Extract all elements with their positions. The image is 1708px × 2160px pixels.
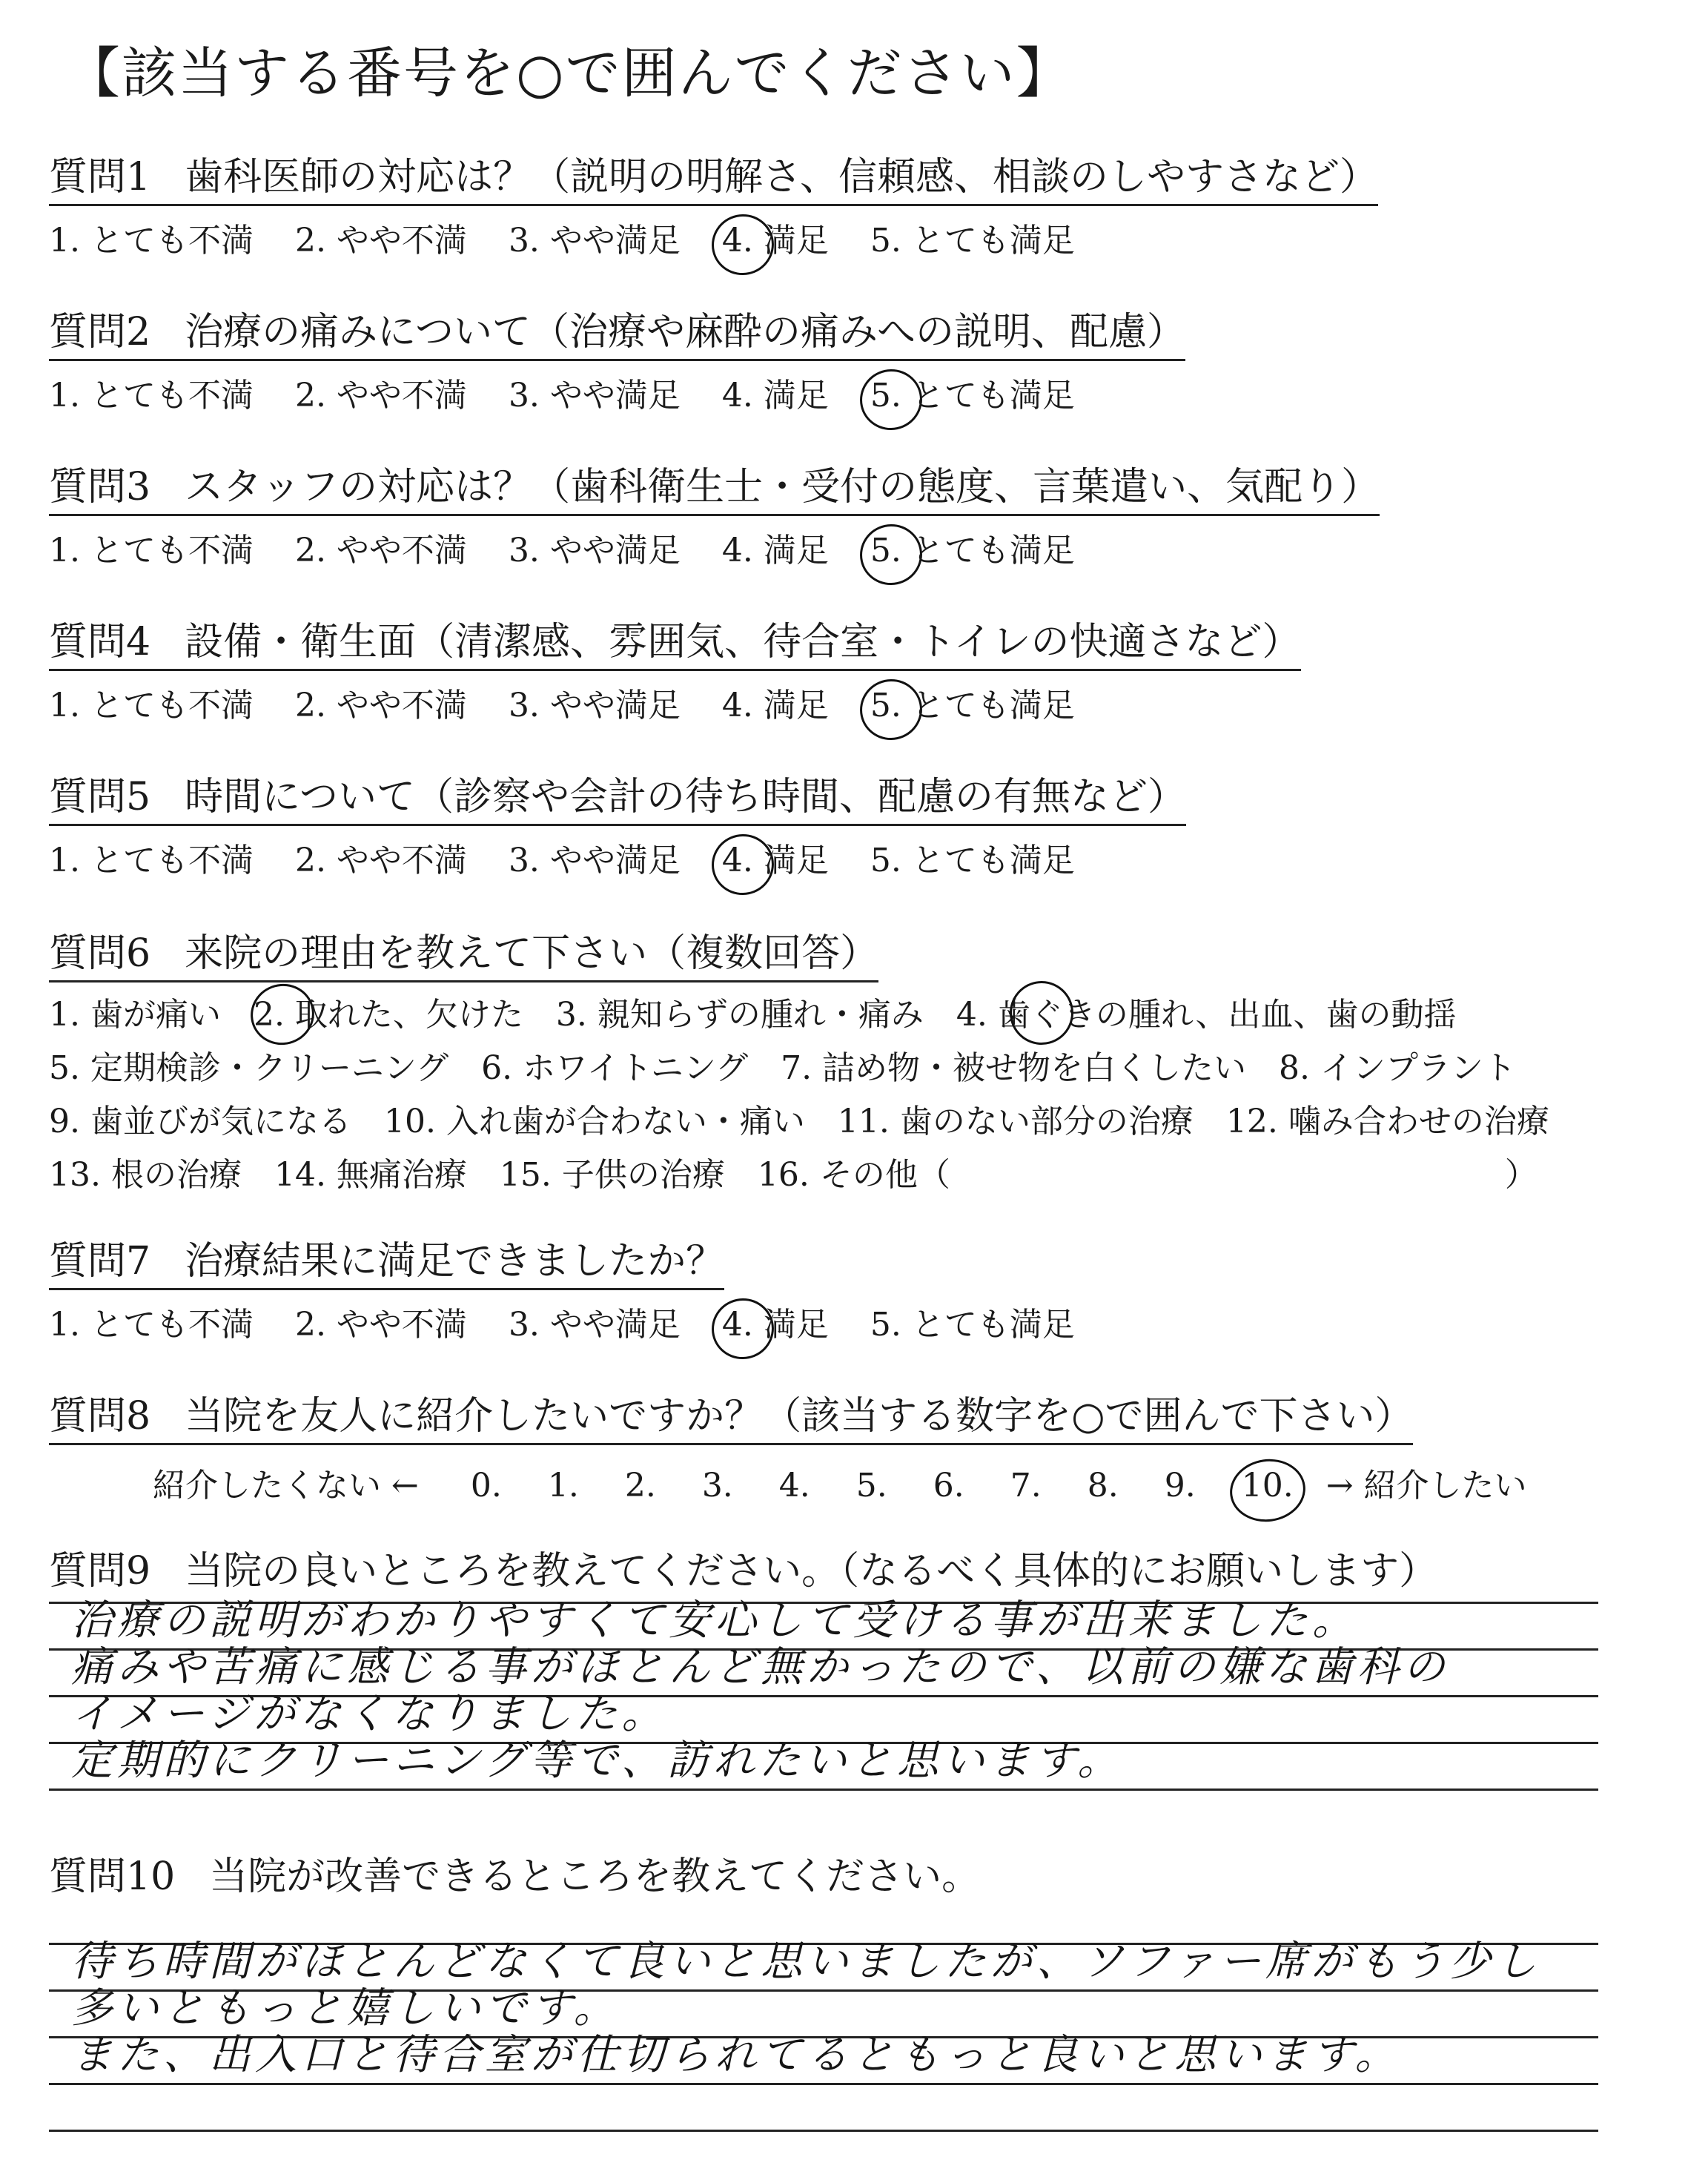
question-text: 歯科医師の対応は？（説明の明解さ、信頼感、相談のしやすさなど）: [185, 155, 1379, 199]
question-8: [49, 1384, 1563, 1506]
option-2[interactable]: 2. やや不満: [294, 1306, 467, 1344]
reason-row-3[interactable]: 9. 歯並びが気になる 10. 入れ歯が合わない・痛い 11. 歯のない部分の治療 12. 噛み合わせの治療: [49, 1103, 1549, 1140]
option-4[interactable]: 4. 満足: [721, 377, 829, 415]
question-7-heading: [49, 1229, 724, 1290]
question-6: [49, 922, 1549, 1202]
answer-lines-q10[interactable]: [49, 1898, 1598, 2132]
handwritten-answer: 痛みや苦痛に感じる事がほとんど無かったので、以前の嫌な歯科の: [71, 1643, 1449, 1691]
question-4: [49, 610, 1301, 726]
scale-right-label: → 紹介したい: [1325, 1467, 1527, 1505]
answer-options: [49, 833, 1186, 881]
option-4-selected[interactable]: 4.: [722, 222, 753, 260]
scale-7[interactable]: 7.: [1010, 1467, 1042, 1505]
handwritten-answer: 待ち時間がほとんどなくて良いと思いましたが、ソファー席がもう少し: [71, 1938, 1541, 1986]
option-1[interactable]: 1. とても不満: [49, 687, 254, 724]
option-2[interactable]: 2. やや不満: [294, 532, 467, 569]
option-2[interactable]: 2. やや不満: [294, 377, 467, 415]
question-7: [49, 1229, 1106, 1345]
question-3: [49, 455, 1380, 571]
scale-0[interactable]: 0.: [470, 1467, 502, 1505]
option-3[interactable]: 3. やや満足: [508, 1306, 681, 1344]
option-4-label: 満足: [763, 842, 829, 879]
answer-options: [49, 214, 1378, 261]
question-number: 質問8: [49, 1394, 151, 1439]
option-4-selected[interactable]: 4.: [722, 1306, 753, 1344]
question-2-heading: [49, 300, 1185, 361]
question-text: 来院の理由を教えて下さい（複数回答）: [185, 931, 879, 976]
circle-mark-icon: [1225, 1454, 1309, 1526]
option-5-label: とても満足: [911, 377, 1075, 415]
page-title: 【該当する番号を○で囲んでください】: [65, 42, 1073, 105]
question-number: 質問7: [49, 1239, 151, 1284]
question-text: 治療結果に満足できましたか？: [185, 1239, 725, 1284]
option-5-label: とても満足: [911, 532, 1075, 569]
question-text: 当院の良いところを教えてください。（なるべく具体的にお願いします）: [185, 1549, 1438, 1593]
handwritten-answer: 多いともっと嬉しいです。: [71, 1984, 620, 2032]
answer-options: [49, 1298, 1106, 1345]
question-number: 質問1: [49, 155, 151, 199]
option-1[interactable]: 1. とても不満: [49, 842, 254, 879]
question-number: 質問2: [49, 310, 151, 354]
handwritten-answer: 定期的にクリーニング等で、訪れたいと思います。: [71, 1737, 1124, 1785]
answer-line: [49, 2031, 1598, 2085]
handwritten-answer: イメージがなくなりました。: [71, 1690, 668, 1738]
question-2: [49, 300, 1185, 416]
option-2[interactable]: 2. やや不満: [294, 842, 467, 879]
option-1[interactable]: 1. とても不満: [49, 1306, 254, 1344]
scale-10-selected[interactable]: 10.: [1242, 1467, 1294, 1505]
question-text: 当院が改善できるところを教えてください。: [209, 1855, 981, 1899]
option-5[interactable]: 5. とても満足: [870, 842, 1075, 879]
scale-5[interactable]: 5.: [855, 1467, 887, 1505]
question-text: 当院を友人に紹介したいですか？（該当する数字を○で囲んで下さい）: [185, 1394, 1414, 1439]
handwritten-answer: また、出入口と待合室が仕切られてるともっと良いと思います。: [71, 2031, 1401, 2079]
handwritten-answer: 治療の説明がわかりやすくて安心して受ける事が出来ました。: [71, 1596, 1358, 1645]
option-5[interactable]: 5. とても満足: [870, 222, 1075, 260]
scale-2[interactable]: 2.: [624, 1467, 656, 1505]
question-3-heading: [49, 455, 1380, 516]
question-1: [49, 145, 1378, 261]
option-3[interactable]: 3. やや満足: [508, 687, 681, 724]
question-8-heading: [49, 1384, 1413, 1445]
option-3[interactable]: 3. やや満足: [508, 222, 681, 260]
answer-line: [49, 1737, 1598, 1791]
answer-options: [49, 369, 1185, 416]
answer-options: [49, 678, 1301, 726]
option-3[interactable]: 3. やや満足: [508, 377, 681, 415]
option-5-label: とても満足: [911, 687, 1075, 724]
option-5-selected[interactable]: 5.: [870, 687, 901, 724]
scale-9[interactable]: 9.: [1164, 1467, 1196, 1505]
option-2[interactable]: 2. やや不満: [294, 222, 467, 260]
option-1[interactable]: 1. とても不満: [49, 532, 254, 569]
recommend-scale: [49, 1459, 1563, 1506]
question-text: スタッフの対応は？（歯科衛生士・受付の態度、言葉遣い、気配り）: [185, 465, 1380, 509]
question-text: 治療の痛みについて（治療や麻酔の痛みへの説明、配慮）: [185, 310, 1186, 354]
scale-4[interactable]: 4.: [778, 1467, 810, 1505]
question-number: 質問4: [49, 620, 151, 664]
scale-3[interactable]: 3.: [701, 1467, 733, 1505]
question-number: 質問3: [49, 465, 151, 509]
question-number: 質問5: [49, 775, 151, 819]
question-5-heading: [49, 765, 1186, 826]
option-4-label: 満足: [763, 1306, 829, 1344]
option-3[interactable]: 3. やや満足: [508, 532, 681, 569]
reason-row-2[interactable]: 5. 定期検診・クリーニング 6. ホワイトニング 7. 詰め物・被せ物を白くしたい 8. インプラント: [49, 1049, 1517, 1087]
answer-line: [49, 2085, 1598, 2132]
reason-row-4[interactable]: 13. 根の治療 14. 無痛治療 15. 子供の治療 16. その他（ ）: [49, 1156, 1537, 1194]
question-number: 質問6: [49, 931, 151, 976]
option-4-label: 満足: [763, 222, 829, 260]
option-4-selected[interactable]: 4.: [722, 842, 753, 879]
option-4[interactable]: 4. 満足: [721, 532, 829, 569]
question-5: [49, 765, 1186, 881]
question-10: [49, 1845, 980, 1900]
option-1[interactable]: 1. とても不満: [49, 222, 254, 260]
option-1[interactable]: 1. とても不満: [49, 377, 254, 415]
scale-1[interactable]: 1.: [547, 1467, 579, 1505]
reason-row-1[interactable]: 1. 歯が痛い 2. 取れた、欠けた 3. 親知らずの腫れ・痛み 4. 歯ぐきの腫れ、出血、歯の動揺: [49, 996, 1457, 1034]
question-4-heading: [49, 610, 1301, 671]
question-6-heading: [49, 922, 878, 982]
option-3[interactable]: 3. やや満足: [508, 842, 681, 879]
scale-6[interactable]: 6.: [933, 1467, 964, 1505]
option-5[interactable]: 5. とても満足: [870, 1306, 1075, 1344]
option-4[interactable]: 4. 満足: [721, 687, 829, 724]
question-10-heading: [49, 1845, 980, 1900]
scale-left-label: 紹介したくない ←: [153, 1467, 419, 1505]
answer-lines-q9[interactable]: [49, 1557, 1598, 1791]
question-text: 時間について（診察や会計の待ち時間、配慮の有無など）: [185, 775, 1187, 819]
answer-options: [49, 524, 1380, 571]
scale-8[interactable]: 8.: [1087, 1467, 1119, 1505]
question-number: 質問10: [49, 1855, 176, 1899]
option-5-selected[interactable]: 5.: [870, 377, 901, 415]
option-2[interactable]: 2. やや不満: [294, 687, 467, 724]
option-5-selected[interactable]: 5.: [870, 532, 901, 569]
question-text: 設備・衛生面（清潔感、雰囲気、待合室・トイレの快適さなど）: [185, 620, 1301, 664]
question-1-heading: [49, 145, 1378, 206]
question-number: 質問9: [49, 1549, 151, 1593]
